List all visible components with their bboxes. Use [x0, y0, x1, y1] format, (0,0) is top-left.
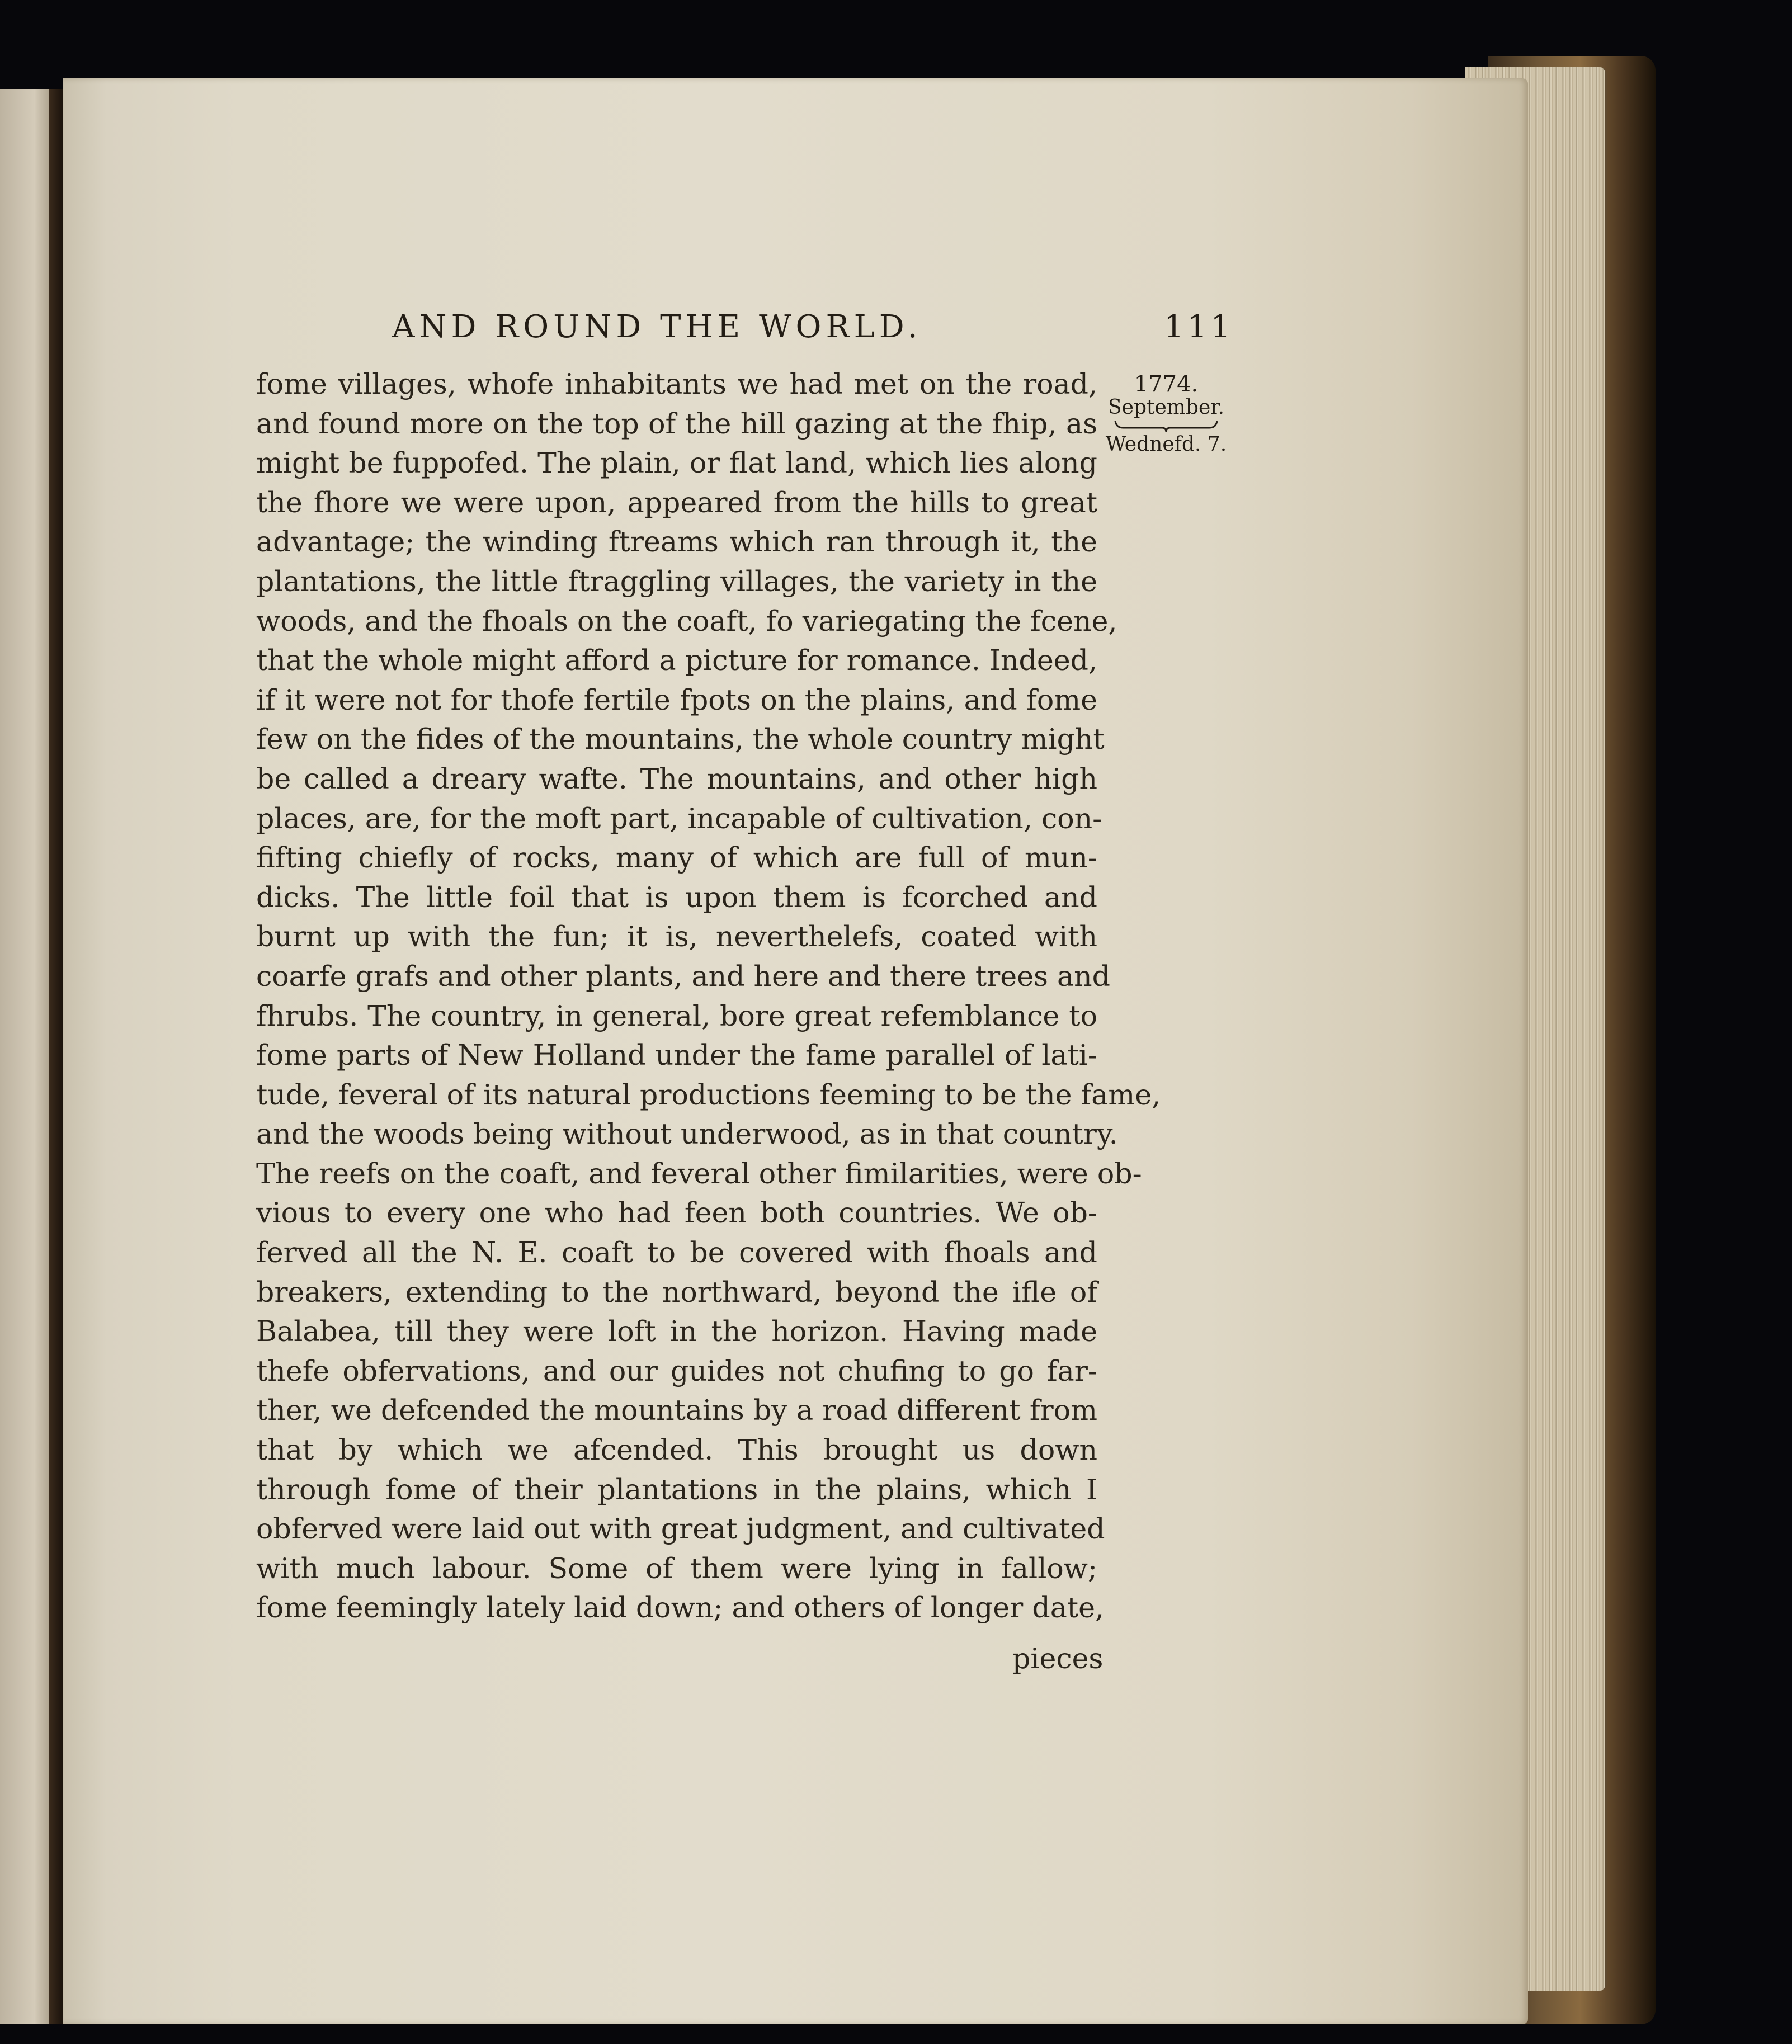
text-line: woods, and the fhoals on the coaft, fo variegating the fcene,	[256, 604, 1117, 638]
text-line: coarfe grafs and other plants, and here and there trees and	[256, 959, 1110, 993]
body-text	[256, 365, 1161, 1628]
brace-icon	[1113, 419, 1219, 433]
text-line: with much labour. Some of them were lying in fallow;	[256, 1551, 1097, 1585]
text-line: obferved were laid out with great judgment, and cultivated	[256, 1512, 1105, 1546]
margin-day: Wednefd. 7.	[1105, 432, 1227, 456]
text-line: and the woods being without underwood, as in that country.	[256, 1117, 1118, 1151]
text-line: might be fuppofed. The plain, or flat land, which lies along	[256, 446, 1097, 480]
margin-date-note	[1099, 372, 1233, 455]
margin-year: 1774.	[1134, 371, 1199, 397]
text-line: burnt up with the fun; it is, neverthelefs, coated with	[256, 920, 1097, 953]
text-line: fome feemingly lately laid down; and others of longer date,	[256, 1591, 1105, 1625]
text-line: the fhore we were upon, appeared from the hills to great	[256, 485, 1097, 519]
text-line: vious to every one who had feen both countries. We ob-	[256, 1196, 1097, 1230]
margin-month: September.	[1108, 396, 1224, 419]
text-line: advantage; the winding ftreams which ran through it, the	[256, 525, 1097, 559]
text-line: few on the fides of the mountains, the whole country might	[256, 723, 1105, 756]
text-line: plantations, the little ftraggling villages, the variety in the	[256, 564, 1097, 598]
text-line: if it were not for thofe fertile fpots on the plains, and fome	[256, 683, 1097, 716]
text-line: ferved all the N. E. coaft to be covered with fhoals and	[256, 1236, 1097, 1269]
text-line: ther, we defcended the mountains by a road different from	[256, 1394, 1097, 1427]
catchword: pieces	[1012, 1642, 1104, 1675]
text-line: fhrubs. The country, in general, bore great refemblance to	[256, 999, 1097, 1032]
page-number: 111	[1164, 309, 1234, 345]
text-line: and found more on the top of the hill gazing at the fhip, as	[256, 407, 1097, 440]
running-head: AND ROUND THE WORLD.	[392, 309, 922, 345]
text-line: dicks. The little foil that is upon them is fcorched and	[256, 880, 1097, 914]
text-line: breakers, extending to the northward, beyond the ifle of	[256, 1275, 1097, 1309]
text-line: thefe obfervations, and our guides not chufing to go far-	[256, 1354, 1097, 1387]
text-line: that the whole might afford a picture for romance. Indeed,	[256, 644, 1097, 677]
text-line: that by which we afcended. This brought us down	[256, 1433, 1097, 1467]
text-line: The reefs on the coaft, and feveral other fimilarities, were ob-	[256, 1156, 1142, 1190]
text-line: fome parts of New Holland under the fame parallel of lati-	[256, 1038, 1097, 1072]
page-header	[311, 305, 1234, 350]
text-line: tude, feveral of its natural productions feeming to be the fame,	[256, 1078, 1161, 1111]
text-line: through fome of their plantations in the plains, which I	[256, 1472, 1097, 1506]
text-line: places, are, for the moft part, incapable of cultivation, con-	[256, 801, 1102, 835]
text-line: fome villages, whofe inhabitants we had met on the road,	[256, 367, 1097, 400]
left-page-edge	[0, 89, 63, 2024]
text-line: fifting chiefly of rocks, many of which are full of mun-	[256, 841, 1097, 875]
text-line: be called a dreary wafte. The mountains, and other high	[256, 762, 1097, 795]
text-line: Balabea, till they were loft in the horizon. Having made	[256, 1315, 1097, 1348]
